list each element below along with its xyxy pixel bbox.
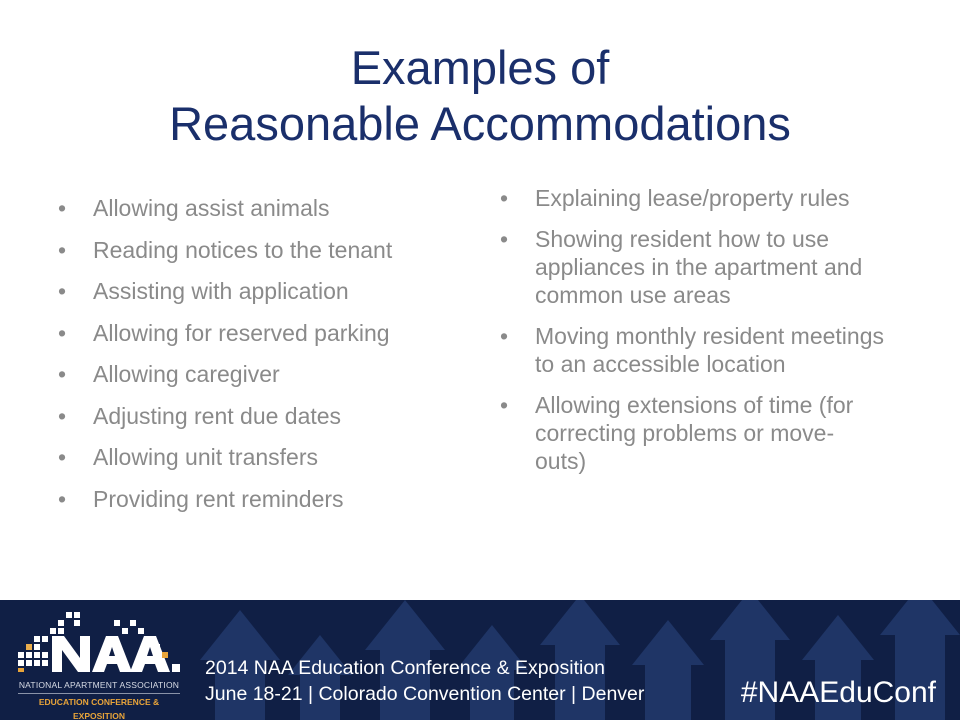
logo-event-name: EDUCATION CONFERENCE & EXPOSITION <box>38 697 160 720</box>
right-bullet-list <box>500 184 885 488</box>
list-item-text: Moving monthly resident meetings to an accessible location <box>535 323 884 377</box>
list-item-text: Explaining lease/property rules <box>535 185 850 211</box>
slide-title-line1: Examples of <box>350 41 610 94</box>
list-item <box>58 194 478 222</box>
slide-title-line2: Reasonable Accommodations <box>169 97 791 150</box>
list-item-text: Providing rent reminders <box>93 485 344 512</box>
list-item <box>58 360 478 388</box>
list-item-text: Allowing caregiver <box>93 361 280 387</box>
conference-info <box>205 655 644 707</box>
slide-title <box>0 40 960 152</box>
conference-dates-location: June 18-21 | Colorado Convention Center | Denver <box>205 683 645 705</box>
bullet-icon: • <box>500 226 509 252</box>
list-item-text: Allowing extensions of time (for correcting problems or move-outs) <box>535 392 854 474</box>
list-item <box>58 402 478 430</box>
bullet-icon: • <box>58 236 67 263</box>
naa-logo <box>14 606 184 720</box>
list-item <box>500 184 885 212</box>
bullet-icon: • <box>58 444 67 470</box>
list-item <box>58 443 478 471</box>
list-item <box>500 225 885 309</box>
list-item-text: Allowing assist animals <box>93 195 330 221</box>
list-item-text: Reading notices to the tenant <box>93 236 393 263</box>
bullet-icon: • <box>58 278 67 304</box>
list-item-text: Allowing for reserved parking <box>93 319 390 346</box>
bullet-icon: • <box>500 185 509 211</box>
bullet-icon: • <box>58 319 67 346</box>
list-item <box>58 277 478 305</box>
list-item-text: Adjusting rent due dates <box>93 402 342 429</box>
conference-hashtag: #NAAEduConf <box>740 676 936 709</box>
bullet-icon: • <box>58 361 67 387</box>
conference-title: 2014 NAA Education Conference & Exposition <box>205 657 606 679</box>
logo-org-name: NATIONAL APARTMENT ASSOCIATION <box>18 680 180 690</box>
list-item <box>58 236 478 264</box>
left-bullet-list <box>58 194 478 526</box>
naa-logo-mark-icon <box>14 606 184 678</box>
bullet-icon: • <box>58 402 67 429</box>
bullet-icon: • <box>58 485 67 512</box>
bullet-icon: • <box>58 195 67 221</box>
list-item <box>58 485 478 513</box>
bullet-icon: • <box>500 392 509 418</box>
list-item <box>500 391 885 475</box>
list-item-text: Assisting with application <box>93 278 349 304</box>
list-item <box>58 319 478 347</box>
bullet-icon: • <box>500 323 509 349</box>
logo-divider <box>18 693 180 694</box>
list-item-text: Allowing unit transfers <box>93 444 318 470</box>
list-item-text: Showing resident how to use appliances in the apartment and common use areas <box>535 226 863 308</box>
list-item <box>500 322 885 378</box>
